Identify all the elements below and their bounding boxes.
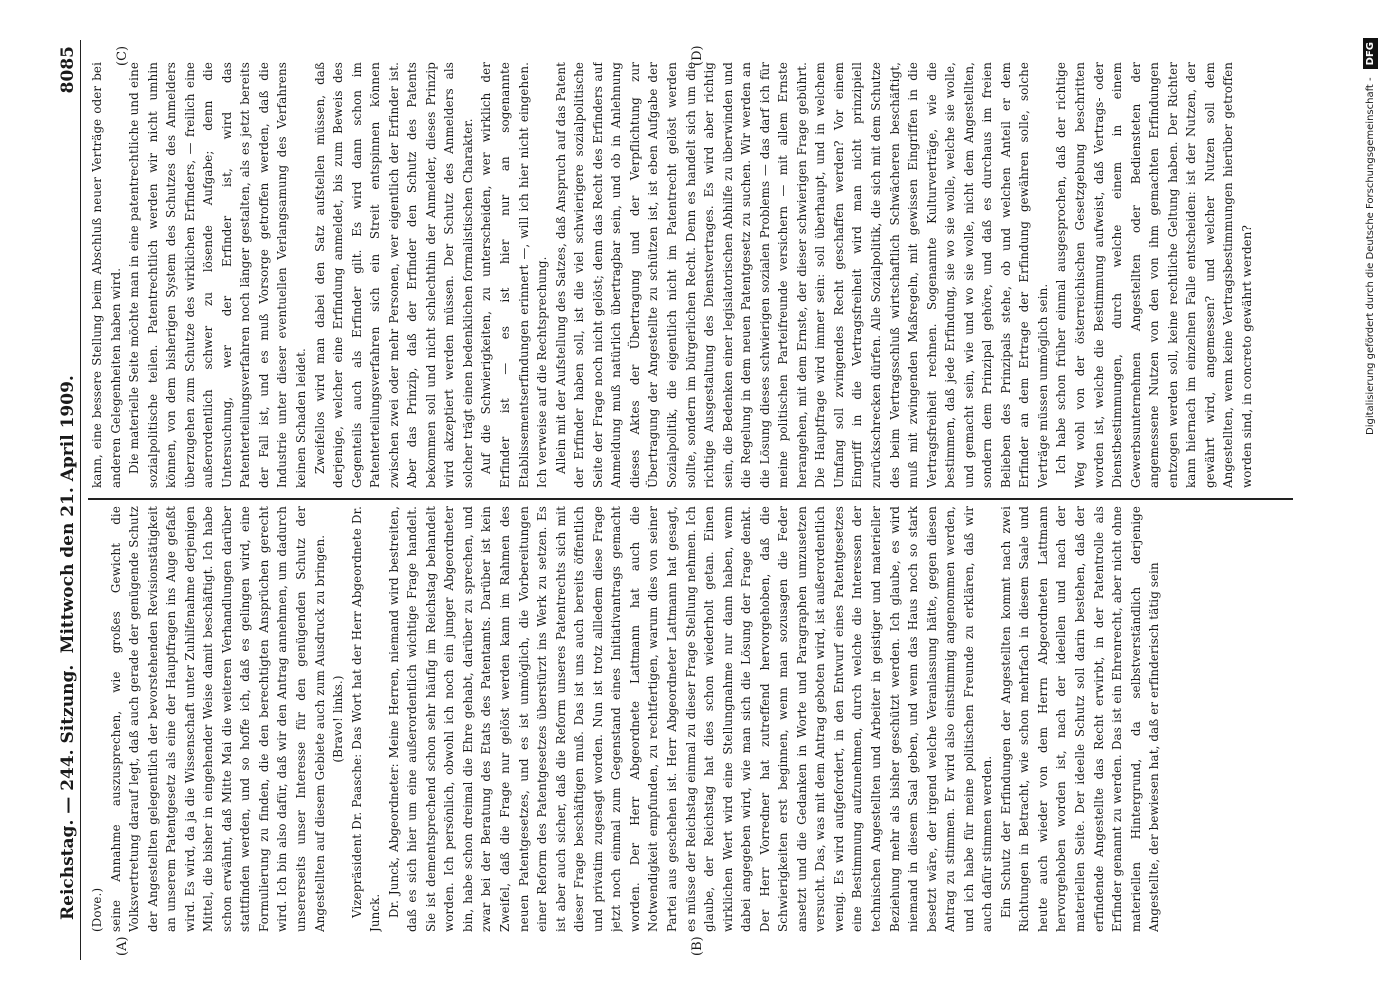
digitization-note	[1358, 0, 1383, 1000]
paragraph: Zweifellos wird man dabei den Satz aufstellen müssen, daß derjenige, welcher eine Erfindung anmeldet, bis zum Beweis des Gegenteils auch als Erfinder gilt. Es wird dann schon im Patenterteilungsverfahren sich ein Streit entspinnen können zwischen zwei oder mehr Personen, wer eigentlich der Erfinder ist. Aber das Prinzip, daß der Erfinder den Schutz des Patents bekommen soll und nicht schlechthin der Anmelder, dieses Prinzip wird akzeptiert werden müssen. Der Schutz des Anmelders als solcher trägt einen bedenklichen formalistischen Charakter.	[312, 62, 475, 488]
paragraph: kann, eine bessere Stellung beim Abschluß neuer Verträge oder bei anderen Gelegenheiten haben wird.	[90, 62, 123, 488]
paragraph: Vizepräsident Dr. Paasche: Das Wort hat der Herr Abgeordnete Dr. Junck.	[349, 506, 383, 932]
left-column	[88, 506, 1293, 932]
right-column	[88, 62, 1293, 488]
paragraph: Ein Schutz der Erfindungen der Angestellten kommt nach zwei Richtungen in Betracht, wie schon mehrfach in diesem Saale und heute auch wieder von dem Herrn Abgeordneten Lattmann hervorgehoben worden ist, nach der ideellen und nach der materiellen Seite. Der ideelle Schutz soll darin bestehen, daß der erfindende Angestellte das Recht erwirbt, in der Patentrolle als Erfinder genannt zu werden. Das ist ein Ehrenrecht, aber nicht ohne materiellen Hintergrund, da selbstverständlich derjenige Angestellte, der bewiesen hat, daß er erfinderisch tätig sein	[998, 506, 1162, 932]
column-divider	[88, 499, 1293, 501]
header-left-title: Reichstag. — 244. Sitzung.	[58, 664, 78, 920]
page-number: 8085	[58, 46, 78, 94]
margin-mark-a: (A)	[115, 936, 130, 956]
paragraph: seine Annahme auszusprechen, wie großes Gewicht die Volksvertretung darauf legt, daß auch gerade der genügende Schutz der Angestellten gelegentlich der bevorstehenden Revisionstätigkeit an unserem Patentgesetz als eine der Hauptfragen ins Auge gefaßt wird. Es wird, da ja die Wissenschaft unter Zuhilfenahme derjenigen Mittel, die bisher in eingehender Weise damit beschäftigt. Ich habe schon erwähnt, daß Mitte Mai die weiteren Verhandlungen darüber stattfinden werden, und so hoffe ich, daß es gelingen wird, eine Formulierung zu finden, die den berechtigten Ansprüchen gerecht wird. Ich bin also dafür, daß wir den Antrag annehmen, um dadurch unsererseits unser Interesse für den genügenden Schutz der Angestellten auf diesem Gebiete auch zum Ausdruck zu bringen.	[108, 506, 327, 932]
paragraph: Ich habe schon früher einmal ausgesprochen, daß der richtige Weg wohl von der österreichischen Gesetzgebung beschritten worden ist, welche die Bestimmung aufweist, daß Vertrags- oder Dienstbestimmungen, durch welche einem in einem Gewerbsunternehmen Angestellten oder Bediensteten der angemessene Nutzen von den von ihm gemachten Erfindungen entzogen werden soll, keine rechtliche Geltung haben. Der Richter kann hiernach im einzelnen Falle entscheiden: ist der Nutzen, der gewährt wird, angemessen? und welcher Nutzen soll dem Angestellten, wenn keine Vertragsbestimmungen hierüber getroffen worden sind, in concreto gewährt werden?	[1054, 62, 1254, 488]
margin-mark-b: (B)	[690, 936, 705, 956]
margin-mark-d: (D)	[690, 45, 705, 66]
paragraph: Allein mit der Aufstellung des Satzes, daß Anspruch auf das Patent der Erfinder haben soll, ist die viel schwierigere sozialpolitische Seite der Frage noch nicht gelöst; denn das Recht des Erfinders auf Anmeldung muß natürlich übertragbar sein, und ob in Anlehnung dieses Aktes der Übertragung und der Verpflichtung zur Übertragung der Angestellte zu schützen ist, ist eben Aufgabe der Sozialpolitik, die eigentlich nicht im Patentrecht gelöst werden sollte, sondern im bürgerlichen Recht. Denn es handelt sich um die richtige Ausgestaltung des Dienstvertrages. Es wird aber richtig sein, die Bedenken einer legislatorischen Abhilfe zu überwinden und die Regelung in dem neuen Patentgesetz zu suchen. Wir werden an die Lösung dieses schwierigen sozialen Problems — das darf ich für meine politischen Parteifreunde versichern — mit allem Ernste herangehen, mit dem Ernste, der dieser schwierigen Frage gebührt. Die Hauptfrage wird immer sein: soll überhaupt, und in welchem Umfang soll zwingendes Recht geschaffen werden? Vor einem Eingriff in die Vertragsfreiheit wird man nicht prinzipiell zurückschrecken dürfen. Alle Sozialpolitik, die sich mit dem Schutze des beim Vertragsschluß wirtschaftlich Schwächeren beschäftigt, muß mit zwingenden Maßregeln, mit gewissen Eingriffen in die Vertragsfreiheit rechnen. Sogenannte Kulturverträge, wie die bestimmen, daß jede Erfindung, sie wo sie wolle, welche sie wolle, und gemacht sein, wie und wo sie wolle, nicht dem Angestellten, sondern dem Prinzipal gehöre, und daß es durchaus im freien Belieben des Prinzipals stehe, ob und welchen Anteil er dem Erfinder an dem Ertrage der Erfindung gewähren solle, solche Verträge müssen unmöglich sein.	[553, 62, 1050, 488]
digitization-text: Digitalisierung gefördert durch die Deutsche Forschungsgemeinschaft -	[1365, 77, 1376, 435]
dfg-logo: DFG	[1363, 38, 1378, 69]
applause-note: (Bravo! links.)	[331, 675, 346, 763]
header-right-group	[58, 46, 78, 653]
margin-mark-c: (C)	[115, 45, 130, 66]
page-header	[58, 40, 81, 960]
paragraph: Die materielle Seite möchte man in eine patentrechtliche und eine sozialpolitische teilen. Patentrechtlich werden wir nicht umhin können, von dem bisherigen System des Schutzes des Anmelders überzugehen zum Schutze des wirklichen Erfinders, — freilich eine außerordentlich schwer zu lösende Aufgabe; denn die Untersuchung, wer der Erfinder ist, wird das Patenterteilungsverfahren noch länger gestalten, als es jetzt bereits der Fall ist, und es muß Vorsorge getroffen werden, daß die Industrie unter dieser eventuellen Verlangsamung des Verfahrens keinen Schaden leidet.	[127, 62, 309, 488]
header-date: Mittwoch den 21. April 1909.	[58, 375, 78, 654]
paragraph: Auf die Schwierigkeiten, zu unterscheiden, wer wirklich der Erfinder ist — es ist hier nur an sogenannte Etablissementserfindungen erinnert —, will ich hier nicht eingehen. Ich verweise auf die Rechtsprechung.	[479, 62, 550, 488]
speaker-ref: (Dove.)	[90, 887, 104, 932]
paragraph: Dr. Junck, Abgeordneter: Meine Herren, niemand wird bestreiten, daß es sich hier um eine außerordentlich wichtige Frage handelt. Sie ist dementsprechend schon sehr häufig im Reichstag behandelt worden. Ich persönlich, obwohl ich noch ein junger Abgeordneter bin, habe schon dreimal die Ehre gehabt, darüber zu sprechen, und zwar bei der Beratung des Etats des Patentamts. Darüber ist kein Zweifel, daß die Frage nur gelöst werden kann im Rahmen des neuen Patentgesetzes, und es ist unmöglich, die Vorbereitungen einer Reform des Patentgesetzes überstürzt ins Werk zu setzen. Es ist aber auch sicher, daß die Reform unseres Patentrechts sich mit dieser Frage beschäftigen muß. Das ist uns auch bereits öffentlich und privatim zugesagt worden. Nun ist trotz allledem diese Frage jetzt noch einmal zum Gegenstand eines Initiativantrags gemacht worden. Der Herr Abgeordnete Lattmann hat auch die Notwendigkeit empfunden, zu rechtfertigen, warum dies von seiner Partei aus geschehen ist. Herr Abgeordneter Lattmann hat gesagt, es müsse der Reichstag einmal zu dieser Frage Stellung nehmen. Ich glaube, der Reichstag hat dies schon wiederholt getan. Einen wirklichen Wert wird eine Stellungnahme nur dann haben, wenn dabei angegeben wird, wie man sich die Lösung der Frage denkt. Der Herr Vorredner hat zutreffend hervorgehoben, daß die Schwierigkeiten erst beginnen, wenn man sozusagen die Feder ansetzt und die Gedanken in Worte und Paragraphen umzusetzen versucht. Das, was mit dem Antrag geboten wird, ist außerordentlich wenig. Es wird aufgefordert, in den Entwurf eines Patentgesetzes eine Bestimmung aufzunehmen, durch welche die Interessen der technischen Angestellten und Arbeiter in geistiger und materieller Beziehung mehr als bisher geschützt werden. Ich glaube, es wird niemand in diesem Saal geben, und wenn das Haus noch so stark besetzt wäre, der irgend welche Veranlassung hätte, gegen diesen Antrag zu stimmen. Er wird also einstimmig angenommen werden, und ich habe für meine politischen Freunde zu erklären, daß wir auch dafür stimmen werden.	[386, 506, 995, 932]
